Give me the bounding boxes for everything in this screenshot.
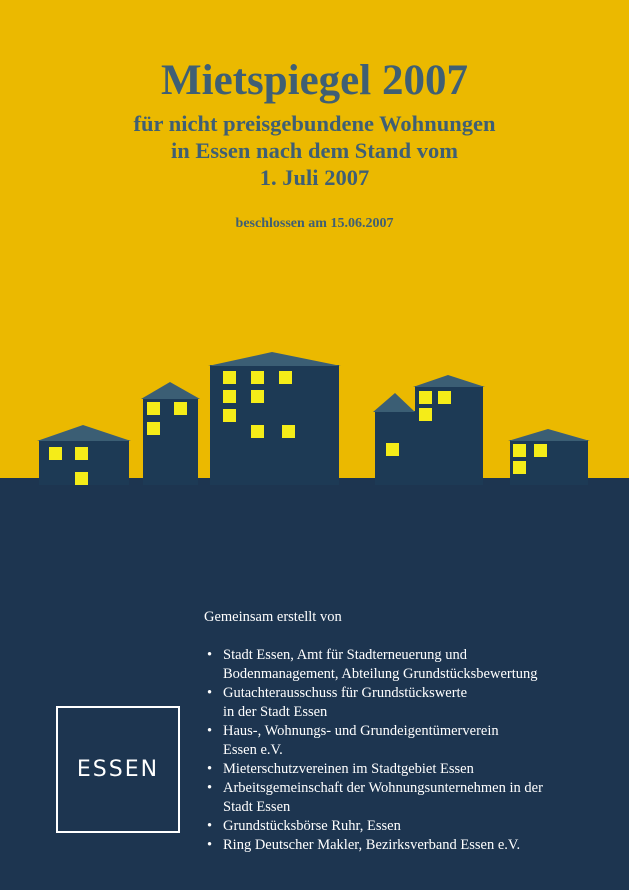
credits-list-item [204,646,604,684]
decision-date: beschlossen am 15.06.2007 [235,216,394,231]
credits-list-item [204,722,604,760]
credits-line: • Gutachterausschuss für Grundstückswerte [223,685,468,701]
credits-line: Essen e.V. [223,742,283,758]
window [419,408,432,421]
window [223,390,236,403]
buildings [39,365,588,485]
window [49,447,62,460]
window [438,391,451,404]
credits-line: • Mieterschutzvereinen im Stadtgebiet Essen [223,761,474,777]
window [279,371,292,384]
credits-line: • Stadt Essen, Amt für Stadterneuerung und [223,647,468,663]
roof [208,352,341,366]
credits-line: • Grundstücksbörse Ruhr, Essen [223,818,401,834]
roof [508,429,590,441]
page-title: Mietspiegel 2007 [161,57,468,104]
window [147,402,160,415]
credits-list [204,646,604,855]
credits-list-item [204,817,604,836]
credits-line: • Arbeitsgemeinschaft der Wohnungsunternehmen in der [223,780,543,796]
window [75,447,88,460]
credits-heading: Gemeinsam erstellt von [204,609,342,625]
credits-list-item [204,836,604,855]
window [513,444,526,457]
window [251,425,264,438]
credits-section [204,608,604,855]
credits-line: Bodenmanagement, Abteilung Grundstücksbewertung [223,666,538,682]
credits-list-item [204,684,604,722]
roof [141,382,200,399]
credits-list-item [204,760,604,779]
logo-text: ESSEN [76,757,160,782]
window [513,461,526,474]
credits-line: in der Stadt Essen [223,704,328,720]
window [223,371,236,384]
essen-logo [56,706,180,833]
window [534,444,547,457]
window [282,425,295,438]
window [386,443,399,456]
credits-line: • Haus-, Wohnungs- und Grundeigentümerverein [223,723,499,739]
window [251,371,264,384]
subtitle-line: in Essen nach dem Stand vom [171,138,458,163]
window [147,422,160,435]
credits-line: Stadt Essen [223,799,291,815]
window [251,390,264,403]
window [174,402,187,415]
credits-list-item [204,779,604,817]
subtitle-line: 1. Juli 2007 [259,165,370,190]
roof [373,393,415,412]
window [419,391,432,404]
subtitle-line: für nicht preisgebundene Wohnungen [133,111,496,136]
window [223,409,236,422]
roof [37,425,131,441]
roof [413,375,485,387]
window [75,472,88,485]
credits-line: • Ring Deutscher Makler, Bezirksverband Essen e.V. [223,837,521,853]
